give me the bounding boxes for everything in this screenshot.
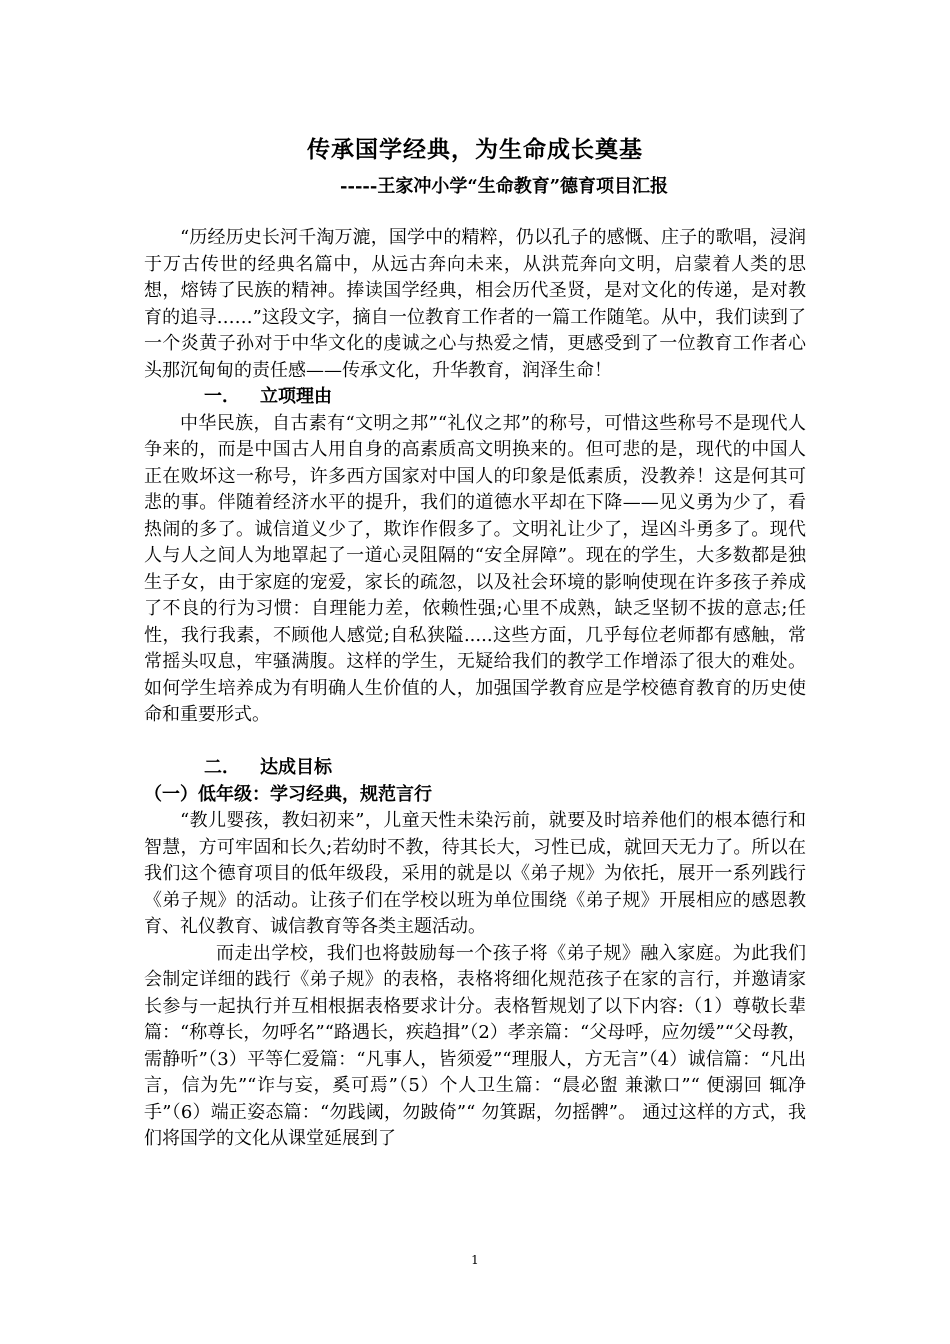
section-heading-1: [144, 384, 806, 411]
section-title-2: 达成目标: [260, 757, 332, 778]
document-subtitle: -----王家冲小学“生命教育”德育项目汇报: [340, 176, 669, 197]
subsection-1-paragraph-2: 而走出学校，我们也将鼓励每一个孩子将《弟子规》融入家庭。为此我们会制定详细的践行《弟子规》的表格，表格将细化规范孩子在家的言行，并邀请家长参与一起执行并互相根据表格要求计分。表格暂规划了以下内容:（1）尊敬长辈篇：“称尊长，勿呼名”“路遇长，疾趋揖”（2）孝亲篇：“父母呼，应勿缓”“父母教，需静听”（3）平等仁爱篇：“凡事人，皆须爱”“理服人，方无言”（4）诚信篇：“凡出言，信为先”“诈与妄，奚可焉”（5）个人卫生篇：“晨必盥 兼漱口”“ 便溺回 辄净手”（6）端正姿态篇：“勿践阈，勿跛倚”“ 勿箕踞，勿摇髀”。 通过这样的方式，我们将国学的文化从课堂延展到了: [144, 942, 806, 1149]
subsection-1-paragraph-1: “教儿婴孩，教妇初来”，儿童天性未染污前，就要及时培养他们的根本德行和智慧，方可牢固和长久;若幼时不教，待其长大，习性已成，就回天无力了。所以在我们这个德育项目的低年级段，采用的就是以《弟子规》为依托，展开一系列践行《弟子规》的活动。让孩子们在学校以班为单位围绕《弟子规》开展相应的感恩教育、礼仪教育、诚信教育等各类主题活动。: [144, 810, 806, 937]
intro-paragraph: “历经历史长河千淘万漉，国学中的精粹，仍以孔子的感慨、庄子的歌唱，浸润于万古传世的经典名篇中，从远古奔向未来，从洪荒奔向文明，启蒙着人类的思想，熔铸了民族的精神。捧读国学经典，相会历代圣贤，是对文化的传递，是对教育的追寻……”这段文字，摘自一位教育工作者的一篇工作随笔。从中，我们读到了一个炎黄子孙对于中华文化的虔诚之心与热爱之情，更感受到了一位教育工作者心头那沉甸甸的责任感——传承文化，升华教育，润泽生命！: [144, 227, 806, 381]
page-number: 1: [471, 1253, 479, 1267]
section-heading-2: [144, 755, 806, 782]
document-body: [144, 225, 806, 1153]
section-1-paragraph: 中华民族，自古素有“文明之邦”“礼仪之邦”的称号，可惜这些称号不是现代人争来的，而是中国古人用自身的高素质高文明换来的。但可悲的是，现代的中国人正在败坏这一称号，许多西方国家对中国人的印象是低素质，没教养！这是何其可悲的事。伴随着经济水平的提升，我们的道德水平却在下降——见义勇为少了，看热闹的多了。诚信道义少了，欺诈作假多了。文明礼让少了，逞凶斗勇多了。现代人与人之间人为地罩起了一道心灵阻隔的“安全屏障”。现在的学生，大多数都是独生子女，由于家庭的宠爱，家长的疏忽，以及社会环境的影响使现在许多孩子养成了不良的行为习惯：自理能力差，依赖性强;心里不成熟，缺乏坚韧不拔的意志;任性，我行我素，不顾他人感觉;自私狭隘.....这些方面，几乎每位老师都有感触，常常摇头叹息，牢骚满腹。这样的学生，无疑给我们的教学工作增添了很大的难处。如何学生培养成为有明确人生价值的人，加强国学教育应是学校德育教育的历史使命和重要形式。: [144, 412, 806, 725]
subsection-heading-1: （一）低年级：学习经典，规范言行: [144, 783, 432, 805]
document-title: 传承国学经典，为生命成长奠基: [307, 136, 643, 163]
section-number-1: 一．: [204, 386, 240, 407]
paragraph-gap: [144, 729, 806, 756]
section-number-2: 二．: [204, 757, 240, 778]
section-title-1: 立项理由: [260, 386, 332, 407]
